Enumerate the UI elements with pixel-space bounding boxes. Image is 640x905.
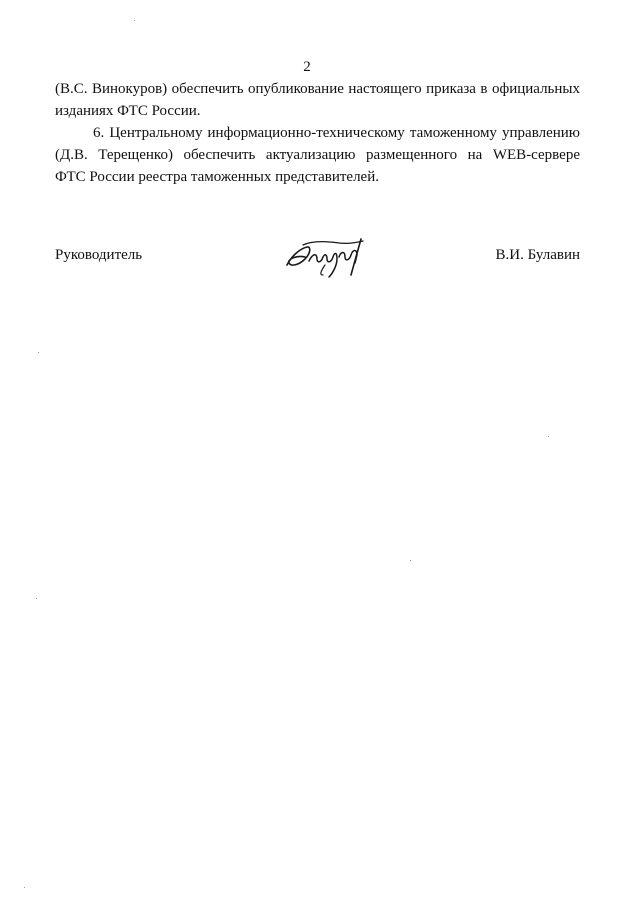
- paragraph-item-6: [55, 122, 580, 188]
- paragraph-line: (Д.В. Терещенко) обеспечить актуализацию размещенного на WEB-сервере: [55, 147, 580, 163]
- paragraph-line: ФТС России реестра таможенных представителей.: [55, 169, 379, 185]
- paragraph-line: изданиях ФТС России.: [55, 103, 201, 119]
- scan-speck: [548, 436, 549, 437]
- paragraph-publication: [55, 78, 580, 122]
- signatory-title: Руководитель: [55, 247, 143, 263]
- page-number: 2: [303, 59, 311, 75]
- document-body: [55, 78, 580, 188]
- scan-speck: [38, 352, 39, 353]
- handwritten-signature-icon: [281, 235, 373, 281]
- scan-speck: [134, 20, 135, 21]
- signatory-name: В.И. Булавин: [495, 247, 580, 263]
- scan-speck: [24, 887, 25, 888]
- scan-speck: [410, 560, 411, 561]
- signature-block: [55, 247, 580, 287]
- paragraph-line: 6. Центральному информационно-техническому таможенному управлению: [93, 125, 580, 141]
- scan-speck: [36, 598, 37, 599]
- paragraph-line: (В.С. Винокуров) обеспечить опубликование настоящего приказа в официальных: [55, 81, 580, 97]
